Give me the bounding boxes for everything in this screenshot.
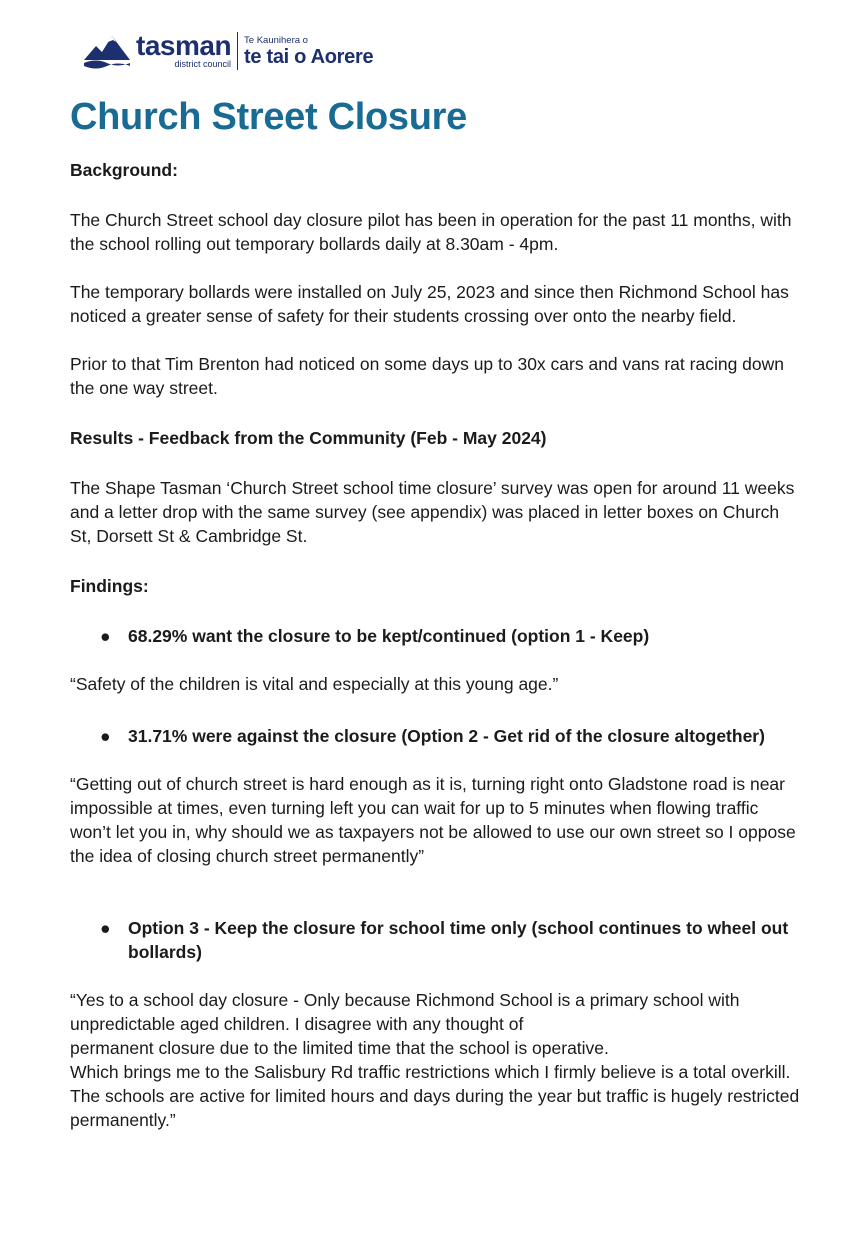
logo-maori-small: Te Kaunihera o [244,35,308,46]
finding-point: Option 3 - Keep the closure for school time only (school continues to wheel out bollards) [128,918,789,962]
bullet-icon: ● [100,626,111,646]
tasman-logo [82,30,373,74]
findings-heading: Findings: [70,576,149,596]
quote-line: Which brings me to the Salisbury Rd traffic restrictions which I firmly believe is a total overkill. The schools are active for limited hours and days during the year but traffic is hugely restricted permanently.” [70,1062,800,1130]
background-paragraph-2: The temporary bollards were installed on July 25, 2023 and since then Richmond School has noticed a greater sense of safety for their students crossing over onto the nearby field. [70,282,789,326]
bullet-icon: ● [100,726,111,746]
logo-maori-big: te tai o Aorere [244,46,374,68]
finding-quote: “Getting out of church street is hard enough as it is, turning right onto Gladstone road is near impossible at times, even turning left you can wait for up to 5 minutes when flowing traffic won’t let you in, why should we as taxpayers not be allowed to use our own street so I oppose the idea of closing church street permanently” [70,774,796,866]
logo-maori-name [244,36,373,68]
logo-brand: tasman [136,30,232,61]
quote-line: permanent closure due to the limited time that the school is operative. [70,1038,609,1058]
finding-point: 68.29% want the closure to be kept/continued (option 1 - Keep) [128,626,650,646]
finding-quote: “Safety of the children is vital and especially at this young age.” [70,674,559,694]
background-heading: Background: [70,160,178,180]
document-body [70,158,800,1132]
results-paragraph: The Shape Tasman ‘Church Street school time closure’ survey was open for around 11 weeks and a letter drop with the same survey (see appendix) was placed in letter boxes on Church St, Dorsett St & Cambridge St. [70,478,795,546]
quote-line: “Yes to a school day closure - Only because Richmond School is a primary school with unpredictable aged children. I disagree with any thought of [70,990,740,1034]
finding-option-1 [70,624,800,648]
bullet-icon: ● [100,918,111,938]
finding-point: 31.71% were against the closure (Option 2 - Get rid of the closure altogether) [128,726,765,746]
background-paragraph-1: The Church Street school day closure pilot has been in operation for the past 11 months, with the school rolling out temporary bollards daily at 8.30am - 4pm. [70,210,792,254]
background-paragraph-3: Prior to that Tim Brenton had noticed on some days up to 30x cars and vans rat racing down the one way street. [70,354,785,398]
page-title: Church Street Closure [70,96,468,138]
results-heading: Results - Feedback from the Community (Feb - May 2024) [70,428,547,448]
mountain-logo-icon [82,30,132,70]
logo-divider [237,32,238,70]
logo-sub: district council [174,59,232,69]
finding-quote [70,988,800,1132]
finding-option-3 [70,916,800,964]
finding-option-2 [70,724,800,748]
logo-wordmark [136,30,231,69]
